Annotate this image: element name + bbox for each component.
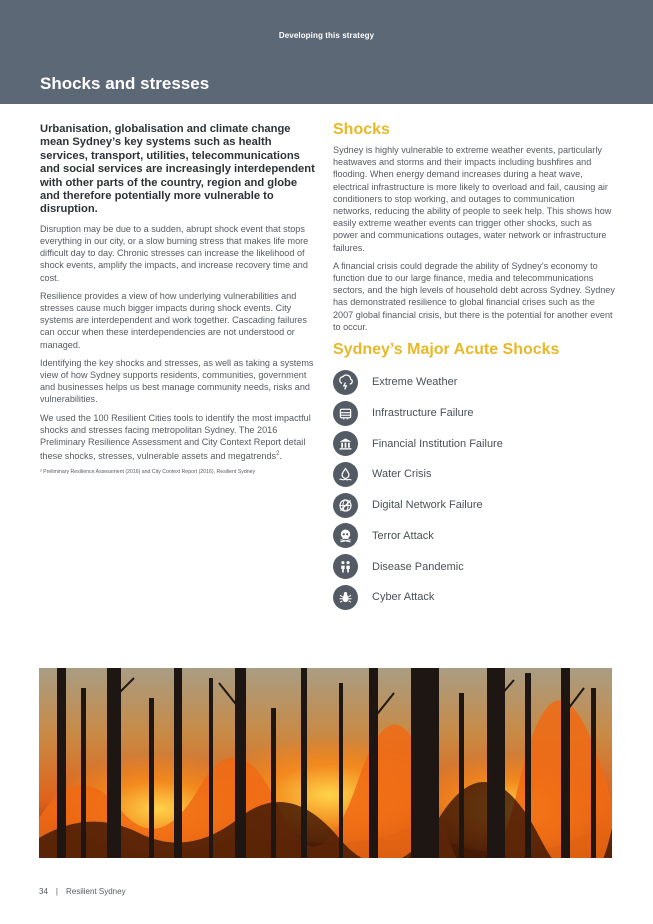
shocks-paragraph-1: Sydney is highly vulnerable to extreme weather events, particularly heatwaves and storms and their impacts including bushfires and flooding. When energy demand increases during a heat wave, electrical infrastructure is more likely to overload and fail, causing air conditioners to stop working, and outages to communication networks, reducing the ability of people to seek help. This shows how easily extreme weather events can trigger other shocks, such as power and communications outages, water network or infrastructure failures. xyxy=(333,145,612,253)
bushfire-photo xyxy=(39,668,612,858)
shocks-heading: Shocks xyxy=(333,121,390,138)
acute-shocks-heading: Sydney’s Major Acute Shocks xyxy=(333,341,560,359)
footer-separator: | xyxy=(55,887,58,896)
body-paragraph-2: Resilience provides a view of how underlying vulnerabilities and stresses cause much bigger impacts during shock events. City systems are interdependent and work together. Cascading failures can occur when these interdependencies are not understood or managed. xyxy=(40,290,307,350)
water-icon xyxy=(333,462,358,487)
page-title: Shocks and stresses xyxy=(40,74,210,93)
shocks-paragraph-2: A financial crisis could degrade the ability of Sydney’s economy to function due to our large finance, media and telecommunications sectors, and the high levels of household debt across Sydney. Sydney has demonstrated resilience to global financial crises such as the 2007 global financial crisis, but there is the potential for another event to occur. xyxy=(333,260,615,332)
shock-label: Disease Pandemic xyxy=(372,560,464,573)
section-label: Developing this strategy xyxy=(278,31,375,40)
pandemic-icon xyxy=(333,554,358,579)
shock-item-extreme-weather xyxy=(333,367,615,398)
network-icon xyxy=(333,493,358,518)
body-paragraph-1: Disruption may be due to a sudden, abrupt shock event that stops everything in our city, or a slow burning stress that makes life more difficult day to day. Chronic stresses can increase the likelihood of shock events, amplify the impacts, and increase recovery time and cost. xyxy=(40,223,309,283)
page-number: 34 xyxy=(39,887,48,896)
shock-item-water-crisis xyxy=(333,459,615,490)
footnote: ² Preliminary Resilience Assessment (2016) and City Context Report (2016), Resilient Sydney xyxy=(40,468,256,475)
acute-shocks-list xyxy=(333,367,615,613)
body-paragraph-4: We used the 100 Resilient Cities tools to identify the most impactful shocks and stresses facing metropolitan Sydney. The 2016 Preliminary Resilience Assessment and City Context Report detail these shocks, stresses, vulnerable assets and megatrends$^2$. xyxy=(40,412,311,462)
right-column xyxy=(333,121,615,613)
shock-item-cyber-attack xyxy=(333,582,615,613)
page-header xyxy=(0,0,653,104)
left-column xyxy=(40,123,316,475)
body-paragraph-3: Identifying the key shocks and stresses, as well as taking a systems view of how Sydney supports residents, communities, government and businesses helps us best manage community needs, risks and vulnerabilities. xyxy=(40,357,314,405)
publication-name: Resilient Sydney xyxy=(65,887,126,896)
skull-icon xyxy=(333,523,358,548)
shock-item-terror-attack xyxy=(333,520,615,551)
shock-label: Cyber Attack xyxy=(372,591,435,604)
shock-item-infrastructure-failure xyxy=(333,398,615,429)
shock-item-disease-pandemic xyxy=(333,551,615,582)
shock-label: Extreme Weather xyxy=(372,376,458,389)
shock-label: Digital Network Failure xyxy=(372,499,483,512)
storm-icon xyxy=(333,370,358,395)
shock-label: Infrastructure Failure xyxy=(372,407,474,420)
infrastructure-icon xyxy=(333,401,358,426)
shock-label: Financial Institution Failure xyxy=(372,437,503,450)
bug-icon xyxy=(333,585,358,610)
body-paragraph-4-text: We used the 100 Resilient Cities tools to identify the most impactful shocks and stresses facing metropolitan Sydney. The 2016 Preliminary Resilience Assessment and City Context Report detail these shocks, stresses, vulnerable assets and megatrends xyxy=(40,412,311,462)
footnote-ref: 2 xyxy=(276,451,280,458)
financial-icon xyxy=(333,431,358,456)
page-footer xyxy=(39,887,126,896)
shock-label: Terror Attack xyxy=(372,529,434,542)
lead-paragraph: Urbanisation, globalisation and climate change mean Sydney’s key systems such as health services, transport, utilities, telecommunications and social services are increasingly interdependent with other parts of the country, region and globe and therefore potentially more vulnerable to disruption. xyxy=(40,123,315,216)
shock-item-digital-network-failure xyxy=(333,490,615,521)
shock-label: Water Crisis xyxy=(372,468,432,481)
shock-item-financial-institution-failure xyxy=(333,428,615,459)
